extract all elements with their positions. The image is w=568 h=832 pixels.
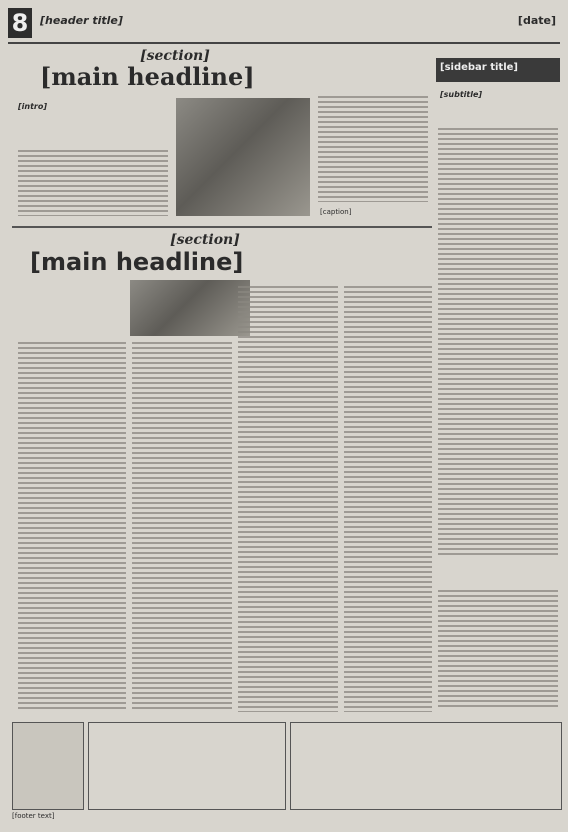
- main-headline: [main headline]: [40, 62, 255, 91]
- section-tag-2: [section]: [170, 232, 240, 248]
- text-column: [318, 96, 428, 202]
- text-column: [238, 286, 338, 712]
- sidebar-subtitle: [subtitle]: [440, 90, 483, 99]
- main-headline-2: [main headline]: [30, 248, 244, 276]
- header-title: [header title]: [40, 14, 123, 27]
- footer-box-right: [290, 722, 562, 810]
- article-photo-2: [130, 280, 250, 336]
- text-column: [438, 128, 558, 558]
- footer-box-mid: [88, 722, 286, 810]
- sidebar-title: [sidebar title]: [440, 62, 518, 73]
- text-column: [438, 590, 558, 710]
- divider: [12, 226, 432, 228]
- text-column: [18, 150, 168, 216]
- intro-text: [intro]: [18, 102, 48, 111]
- article-photo: [176, 98, 310, 216]
- text-column: [132, 342, 232, 712]
- footer-text: [footer text]: [12, 812, 55, 820]
- header-date: [date]: [517, 14, 556, 27]
- page-number: 8: [8, 8, 32, 38]
- footer-box-left: [12, 722, 84, 810]
- page-header: [8, 8, 560, 44]
- text-column: [344, 286, 432, 712]
- photo-caption: [caption]: [320, 208, 352, 216]
- section-tag: [section]: [140, 48, 210, 64]
- text-column: [18, 342, 126, 712]
